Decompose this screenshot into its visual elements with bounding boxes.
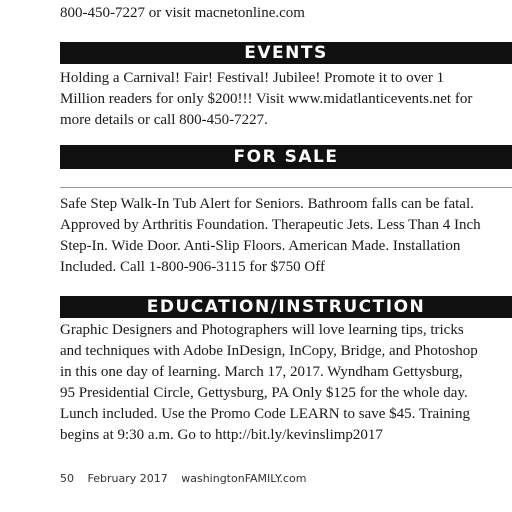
events-heading: EVENTS [60, 42, 512, 64]
section-divider [60, 187, 512, 188]
text-line: Safe Step Walk-In Tub Alert for Seniors. Bathroom falls can be fatal. [60, 196, 474, 212]
text-line: 800-450-7227 or visit macnetonline.com [60, 5, 305, 21]
issue-date: February 2017 [87, 472, 168, 485]
text-line: Approved by Arthritis Foundation. Therapeutic Jets. Less Than 4 Inch [60, 217, 481, 233]
text-line: Step-In. Wide Door. Anti-Slip Floors. American Made. Installation [60, 238, 461, 254]
top-section-text [60, 3, 512, 24]
text-line: Lunch included. Use the Promo Code LEARN to save $45. Training [60, 406, 470, 422]
text-line: Graphic Designers and Photographers will love learning tips, tricks [60, 322, 464, 338]
education-heading: EDUCATION/INSTRUCTION [60, 296, 512, 318]
events-text [60, 68, 512, 131]
text-line: Included. Call 1-800-906-3115 for $750 Off [60, 259, 325, 275]
text-line: in this one day of learning. March 17, 2017. Wyndham Gettysburg, [60, 364, 463, 380]
text-line: 95 Presidential Circle, Gettysburg, PA Only $125 for the whole day. [60, 385, 468, 401]
for-sale-heading: FOR SALE [60, 146, 512, 168]
site-name: washingtonFAMILY.com [181, 472, 307, 485]
for-sale-bottom-rule [60, 168, 512, 169]
education-text [60, 320, 512, 446]
page-number: 50 [60, 472, 74, 485]
page-footer [60, 472, 316, 485]
text-line: Million readers for only $200!!! Visit www.midatlanticevents.net for [60, 91, 473, 107]
for-sale-text [60, 194, 512, 278]
text-line: begins at 9:30 a.m. Go to http://bit.ly/kevinslimp2017 [60, 427, 383, 443]
text-line: Holding a Carnival! Fair! Festival! Jubilee! Promote it to over 1 [60, 70, 445, 86]
text-line: and techniques with Adobe InDesign, InCopy, Bridge, and Photoshop [60, 343, 478, 359]
text-line: more details or call 800-450-7227. [60, 112, 268, 128]
